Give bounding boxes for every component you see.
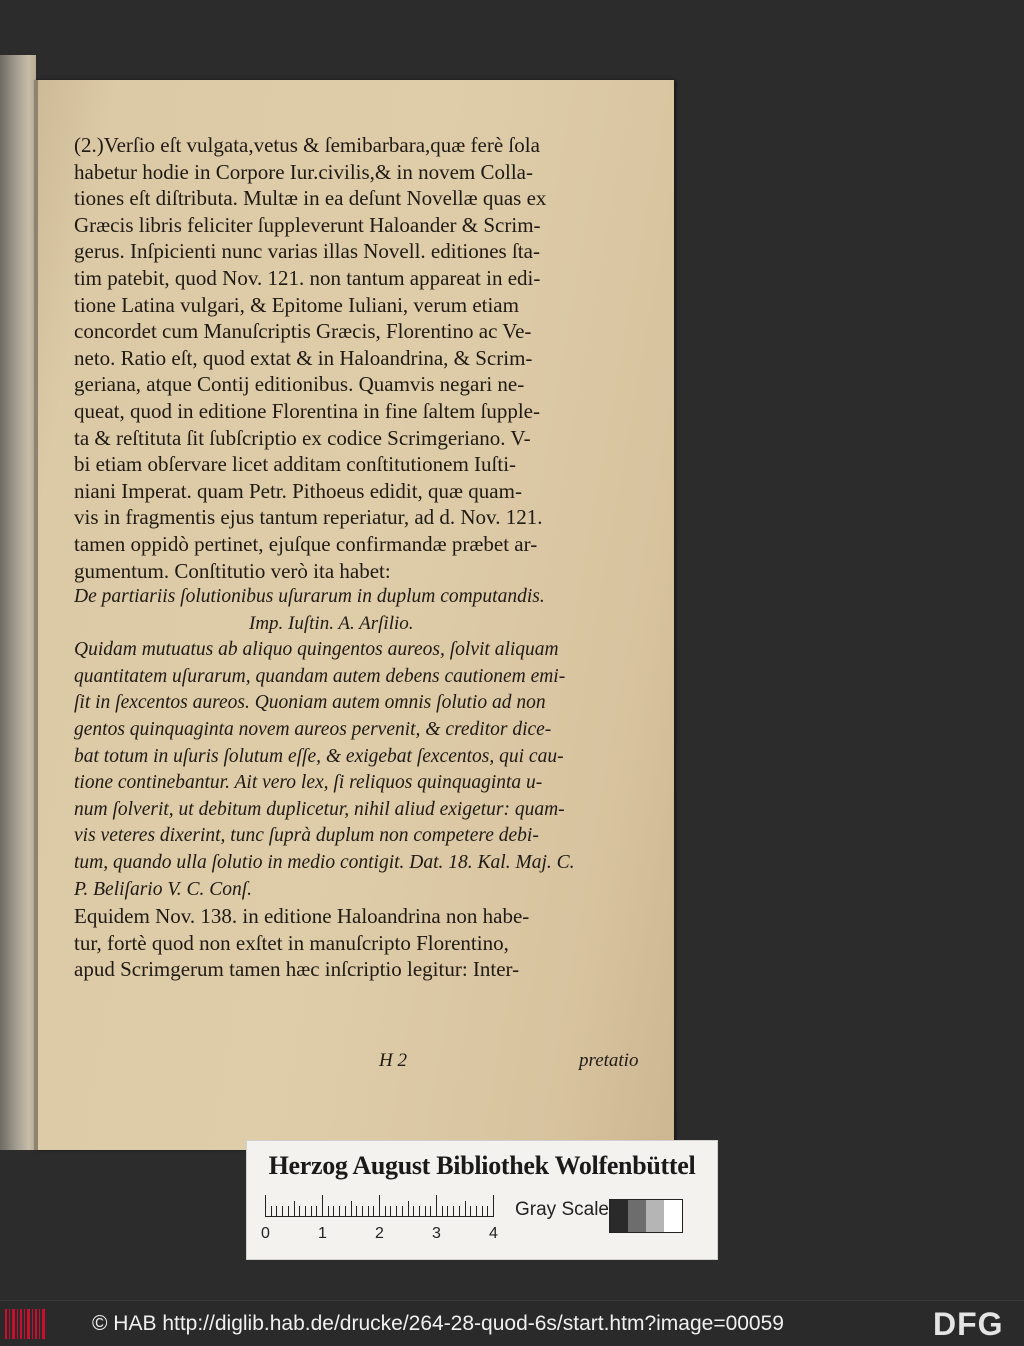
text-line: Quidam mutuatus ab aliquo quingentos aureos, ſolvit aliquam — [74, 639, 559, 661]
text-line: tamen oppidò pertinet, ejuſque confirmandæ præbet ar- — [74, 531, 538, 556]
ruler-number: 0 — [261, 1225, 270, 1242]
text-line: apud Scrimgerum tamen hæc inſcriptio legitur: Inter- — [74, 957, 520, 982]
text-line: bi etiam obſervare licet additam conſtitutionem Iuſti- — [74, 452, 517, 477]
ruler-tick — [294, 1201, 295, 1217]
library-name: Herzog August Bibliothek Wolfenbüttel — [268, 1151, 696, 1180]
gray-swatch — [646, 1200, 664, 1232]
text-line: gentos quinquaginta novem aureos pervenit, & creditor dice- — [74, 719, 552, 741]
gray-scale-label: Gray Scale — [515, 1199, 609, 1220]
book-page — [34, 80, 674, 1150]
ruler-tick — [379, 1195, 380, 1217]
text-line: Græcis libris feliciter ſuppleverunt Haloander & Scrim- — [74, 212, 541, 237]
text-line: vis veteres dixerint, tunc ſuprà duplum non competere debi- — [74, 825, 539, 847]
text-line: tiones eſt diſtributa. Multæ in ea deſunt Novellæ quas ex — [74, 186, 547, 211]
catchword: pretatio — [579, 1050, 639, 1071]
text-line: neto. Ratio eſt, quod extat & in Haloandrina, & Scrim- — [74, 345, 533, 370]
gray-swatch — [628, 1200, 646, 1232]
source-url[interactable]: © HAB http://diglib.hab.de/drucke/264-28-quod-6s/start.htm?image=00059 — [92, 1312, 784, 1335]
library-color-card — [246, 1140, 718, 1260]
text-line: tur, fortè quod non exſtet in manuſcripto Florentino, — [74, 930, 509, 955]
footer-bar — [0, 1300, 1024, 1346]
dfg-logo: DFG — [933, 1306, 1004, 1342]
text-line: P. Beliſario V. C. Conſ. — [74, 878, 253, 900]
signature-mark: H 2 — [379, 1050, 407, 1071]
text-line: gerus. Inſpicienti nunc varias illas Novell. editiones ſta- — [74, 239, 540, 264]
gray-swatch — [610, 1200, 628, 1232]
text-line: geriana, atque Contij editionibus. Quamvis negari ne- — [74, 372, 525, 397]
text-line: vis in fragmentis ejus tantum reperiatur, ad d. Nov. 121. — [74, 505, 543, 530]
text-line: tione Latina vulgari, & Epitome Iuliani, verum etiam — [74, 292, 519, 317]
text-line: tum, quando ulla ſolutio in medio contigit. Dat. 18. Kal. Maj. C. — [74, 852, 575, 874]
ruler-tick — [351, 1201, 352, 1217]
ruler-tick — [436, 1195, 437, 1217]
gray-swatch — [664, 1200, 682, 1232]
text-line: gumentum. Conſtitutio verò ita habet: — [74, 558, 391, 583]
text-line: tim patebit, quod Nov. 121. non tantum appareat in edi- — [74, 265, 541, 290]
ruler-number: 4 — [489, 1225, 498, 1242]
ruler-number: 2 — [375, 1225, 384, 1242]
measurement-ruler — [261, 1193, 500, 1243]
ruler-tick — [265, 1195, 266, 1217]
text-line: bat totum in uſuris ſolutum eſſe, & exigebat ſexcentos, qui cau- — [74, 745, 564, 767]
text-line: quantitatem uſurarum, quandam autem debens cautionem emi- — [74, 665, 566, 687]
text-line: Imp. Iuſtin. A. Arſilio. — [249, 612, 414, 634]
page-text — [74, 132, 654, 983]
text-line: concordet cum Manuſcriptis Græcis, Florentino ac Ve- — [74, 319, 532, 344]
ruler-number: 3 — [432, 1225, 441, 1242]
adjacent-page-edge — [0, 55, 36, 1150]
page-gutter — [34, 80, 38, 1150]
text-line: niani Imperat. quam Petr. Pithoeus edidit, quæ quam- — [74, 478, 522, 503]
text-line: num ſolverit, ut debitum duplicetur, nihil aliud exigetur: quam- — [74, 798, 565, 820]
text-line: ſit in ſexcentos aureos. Quoniam autem omnis ſolutio ad non — [74, 692, 546, 714]
barcode-icon — [4, 1309, 48, 1339]
ruler-number: 1 — [318, 1225, 327, 1242]
text-line: habetur hodie in Corpore Iur.civilis,& in novem Colla- — [74, 159, 533, 184]
text-line: Equidem Nov. 138. in editione Haloandrina non habe- — [74, 904, 530, 929]
text-line: (2.)Verſio eſt vulgata,vetus & ſemibarbara,quæ ferè ſola — [74, 133, 540, 157]
text-line: queat, quod in editione Florentina in fine ſaltem ſupple- — [74, 398, 540, 423]
ruler-tick — [465, 1201, 466, 1217]
gray-scale-swatches — [609, 1199, 683, 1233]
text-line: ta & reſtituta ſit ſubſcriptio ex codice Scrimgeriano. V- — [74, 425, 531, 450]
ruler-tick — [408, 1201, 409, 1217]
text-line: tione continebantur. Ait vero lex, ſi reliquos quinquaginta u- — [74, 772, 543, 794]
ruler-baseline — [265, 1216, 494, 1217]
text-line: De partiariis ſolutionibus uſurarum in duplum computandis. — [74, 586, 545, 608]
ruler-tick — [322, 1195, 323, 1217]
ruler-tick — [493, 1195, 494, 1217]
